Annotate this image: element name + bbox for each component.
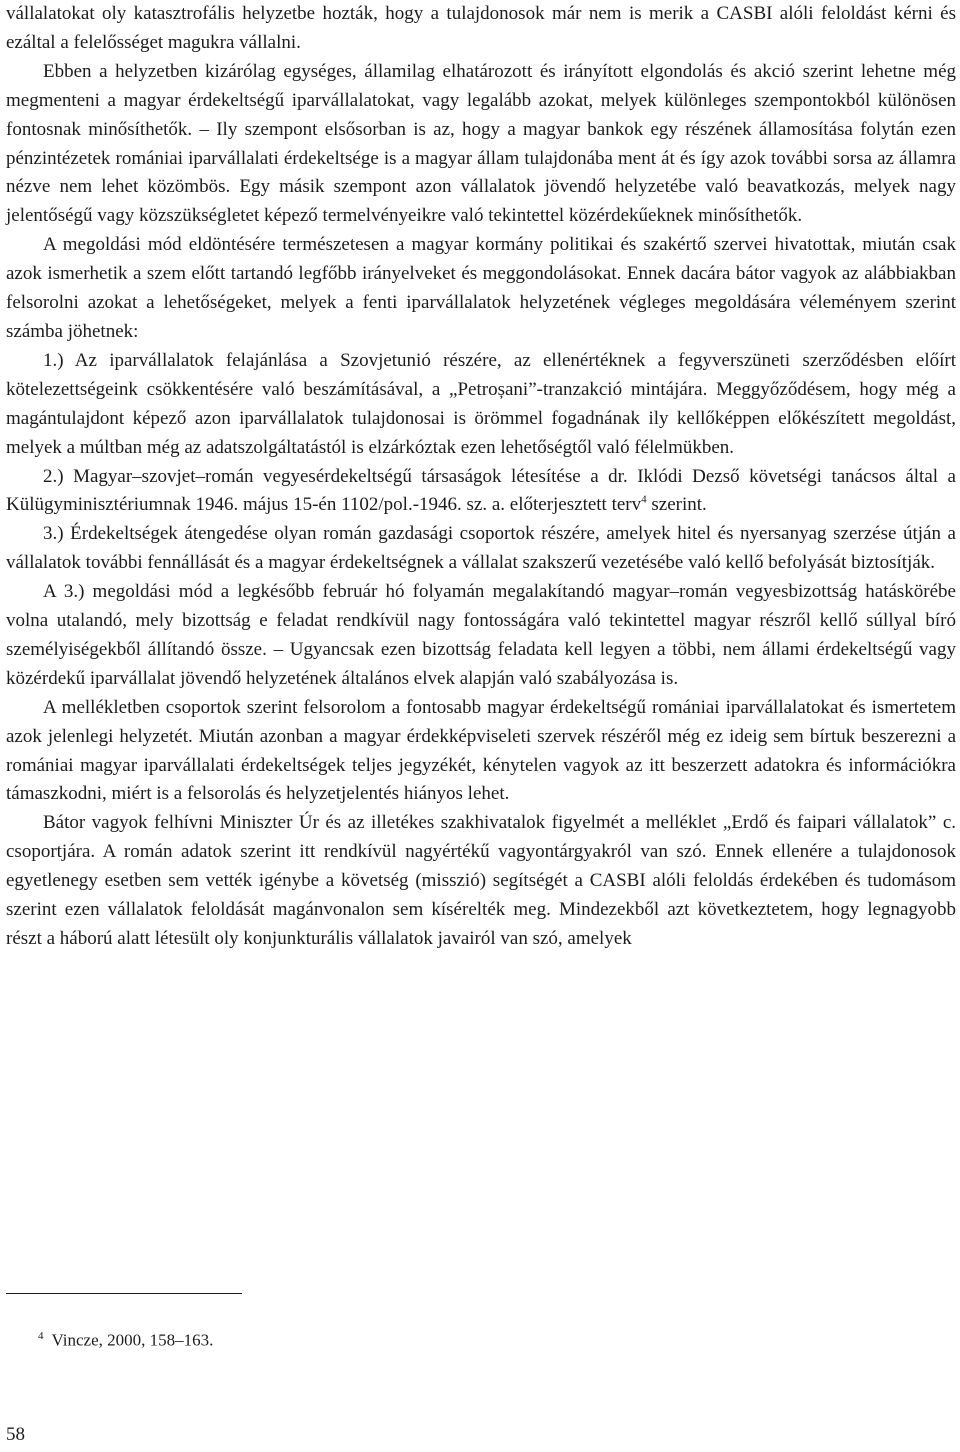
footnote (38, 1325, 213, 1352)
page-number: 58 (6, 1424, 25, 1445)
paragraph-6: 3.) Érdekeltségek átengedése olyan román gazdasági csoportok részére, amelyek hitel és nyersanyag szerzése útján a vállalatok további fennállását és a magyar érdekeltségnek a vállalat szakszerű vezetésébe való kellő befolyását biztosítják. (6, 523, 956, 574)
paragraph-5 (6, 463, 956, 521)
paragraph-5-text: 2.) Magyar–szovjet–román vegyesérdekeltségű társaságok létesítése a dr. Iklódi Dezső követségi tanácsos által a Külügyminisztériumnak 1946. május 15-én 1102/pol.-1946. sz. a. előterjesztett terv (6, 465, 956, 516)
paragraph-3: A megoldási mód eldöntésére természetesen a magyar kormány politikai és szakértő szervei hivatottak, miután csak azok ismerhetik a szem előtt tartandó legfőbb irányelveket és meggondolásokat. Ennek dacára bátor vagyok az alábbiakban felsorolni azokat a lehetőségeket, melyek a fenti iparvállalatok helyzetének végleges megoldására véleményem szerint számba jöhetnek: (6, 234, 956, 342)
paragraph-7: A 3.) megoldási mód a legkésőbb február hó folyamán megalakítandó magyar–román vegyesbizottság hatáskörébe volna utalandó, mely bizottság e feladat rendkívül nagy fontosságára való tekintettel magyar részről kellő súllyal bíró személyiségekből állítandó össze. – Ugyancsak ezen bizottság feladata kell legyen a többi, nem állami érdekeltségű vagy közérdekű iparvállalat jövendő helyzetének általános elvek alapján való szabályozása is. (6, 581, 956, 689)
paragraph-8: A mellékletben csoportok szerint felsorolom a fontosabb magyar érdekeltségű romániai iparvállalatokat és ismertetem azok jelenlegi helyzetét. Miután azonban a magyar érdekképviseleti szervek részéről még ez ideig sem bírtuk beszerezni a romániai magyar iparvállalati érdekeltségek teljes jegyzékét, kénytelen vagyok az itt beszerzett adatokra és információkra támaszkodni, miért is a felsorolás és helyzetjelentés hiányos lehet. (6, 696, 956, 805)
body-text (6, 0, 956, 954)
paragraph-1: vállalatokat oly katasztrofális helyzetbe hozták, hogy a tulajdonosok már nem is merik a CASBI alóli feloldást kérni és ezáltal a felelősséget magukra vállalni. (6, 3, 956, 53)
paragraph-5-tail: szerint. (646, 494, 707, 516)
paragraph-9: Bátor vagyok felhívni Miniszter Úr és az illetékes szakhivatalok figyelmét a melléklet „Erdő és faipari vállalatok” c. csoportjára. A román adatok szerint itt rendkívül nagyértékű vagyontárgyakról van szó. Ennek ellenére a tulajdonosok egyetlenegy esetben sem vették igénybe a követség (misszió) segítségét a CASBI alóli feloldás érdekében és tudomásom szerint ezen vállalatok feloldását magánvonalon sem kísérelték meg. Mindezekből azt következtetem, hogy legnagyobb részt a háború alatt létesült oly konjunkturális vállalatok javairól van szó, amelyek (6, 812, 956, 949)
footnote-marker: 4 (38, 1330, 44, 1342)
footnote-reference[interactable]: 4 (641, 494, 647, 507)
paragraph-2: Ebben a helyzetben kizárólag egységes, államilag elhatározott és irányított elgondolás és akció szerint lehetne még megmenteni a magyar érdekeltségű iparvállalatokat, vagy legalább azokat, melyek különleges szempontokból különösen fontosnak minősíthetők. – Ily szempont elsősorban is az, hogy a magyar bankok egy részének államosítása folytán ezen pénzintézetek romániai iparvállalati érdekeltsége is a magyar állam tulajdonába ment át és így azok további sorsa az államra nézve nem lehet közömbös. Egy másik szempont azon vállalatok jövendő helyzetébe való beavatkozás, melyek nagy jelentőségű vagy közszükségletet képező termelvényeikre való tekintettel közérdekűeknek minősíthetők. (6, 60, 956, 227)
footnote-text: Vincze, 2000, 158–163. (51, 1330, 214, 1350)
footnote-divider (6, 1293, 242, 1294)
paragraph-4: 1.) Az iparvállalatok felajánlása a Szovjetunió részére, az ellenértéknek a fegyverszüneti szerződésben előírt kötelezettségeink csökkentésére való beszámításával, a „Petroșani”-tranzakció mintájára. Meggyőződésem, hogy még a magántulajdont képező azon iparvállalatok tulajdonosai is örömmel fogadnának ily kellőképpen előkészített megoldást, melyek a múltban még az adatszolgáltatástól is elzárkóztak ezen lehetőségtől való félelmükben. (6, 349, 956, 458)
